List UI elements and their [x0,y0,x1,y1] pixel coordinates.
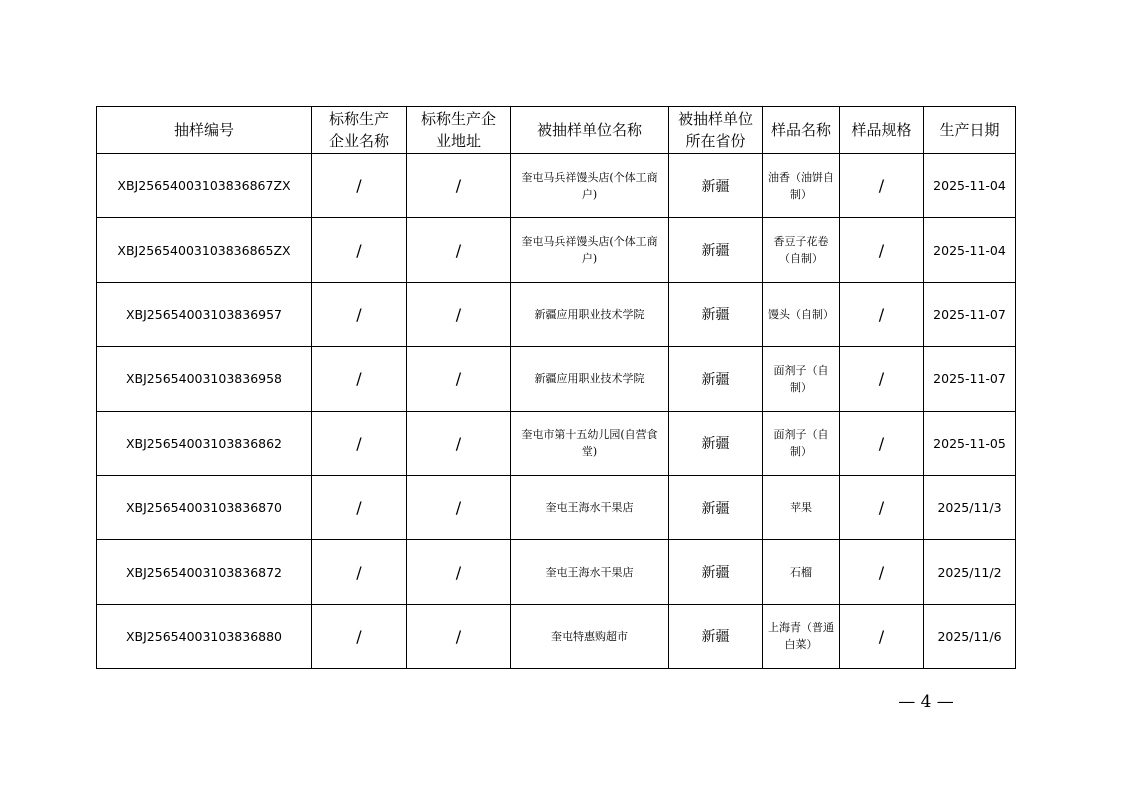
table-row [97,540,1016,604]
sampling-results-table [96,106,1016,669]
table-row [97,282,1016,346]
cell-production-date: 2025-11-05 [924,411,1016,475]
header-manufacturer-name: 标称生产企业名称 [312,107,407,154]
cell-province: 新疆 [669,218,763,282]
table-row [97,475,1016,539]
cell-province: 新疆 [669,540,763,604]
cell-production-date: 2025-11-07 [924,282,1016,346]
cell-sample-name: 油香（油饼自制） [763,154,840,218]
cell-sampled-unit-name: 奎屯马兵祥馒头店(个体工商户) [511,218,669,282]
cell-production-date: 2025/11/2 [924,540,1016,604]
cell-manufacturer-name: / [312,347,407,411]
header-sampled-unit-province: 被抽样单位所在省份 [669,107,763,154]
table-row [97,218,1016,282]
cell-province: 新疆 [669,282,763,346]
header-sample-name: 样品名称 [763,107,840,154]
cell-sample-code: XBJ25654003103836880 [97,604,312,668]
cell-production-date: 2025-11-04 [924,218,1016,282]
cell-sampled-unit-name: 奎屯王海水干果店 [511,475,669,539]
cell-province: 新疆 [669,154,763,218]
cell-sample-code: XBJ25654003103836870 [97,475,312,539]
cell-manufacturer-address: / [407,218,511,282]
header-production-date: 生产日期 [924,107,1016,154]
cell-sample-name: 面剂子（自制） [763,411,840,475]
table-row [97,347,1016,411]
cell-sample-code: XBJ25654003103836872 [97,540,312,604]
cell-province: 新疆 [669,475,763,539]
cell-production-date: 2025-11-04 [924,154,1016,218]
cell-production-date: 2025/11/6 [924,604,1016,668]
table-header-row [97,107,1016,154]
cell-sample-name: 苹果 [763,475,840,539]
header-sampled-unit-name: 被抽样单位名称 [511,107,669,154]
cell-sample-spec: / [840,475,924,539]
cell-province: 新疆 [669,347,763,411]
cell-manufacturer-name: / [312,218,407,282]
cell-sample-spec: / [840,604,924,668]
cell-manufacturer-address: / [407,411,511,475]
cell-sampled-unit-name: 新疆应用职业技术学院 [511,347,669,411]
cell-sampled-unit-name: 奎屯马兵祥馒头店(个体工商户) [511,154,669,218]
cell-manufacturer-name: / [312,282,407,346]
cell-province: 新疆 [669,604,763,668]
cell-manufacturer-address: / [407,475,511,539]
cell-sampled-unit-name: 奎屯王海水干果店 [511,540,669,604]
cell-sample-name: 上海青（普通白菜） [763,604,840,668]
cell-sample-spec: / [840,540,924,604]
header-manufacturer-address: 标称生产企业地址 [407,107,511,154]
cell-sample-code: XBJ25654003103836957 [97,282,312,346]
cell-sample-spec: / [840,154,924,218]
cell-sample-code: XBJ25654003103836865ZX [97,218,312,282]
cell-manufacturer-address: / [407,154,511,218]
cell-province: 新疆 [669,411,763,475]
cell-production-date: 2025/11/3 [924,475,1016,539]
cell-manufacturer-name: / [312,411,407,475]
cell-sample-name: 馒头（自制） [763,282,840,346]
cell-manufacturer-name: / [312,540,407,604]
table-row [97,604,1016,668]
cell-manufacturer-name: / [312,154,407,218]
cell-sampled-unit-name: 新疆应用职业技术学院 [511,282,669,346]
cell-sample-spec: / [840,411,924,475]
cell-sampled-unit-name: 奎屯特惠购超市 [511,604,669,668]
cell-manufacturer-name: / [312,475,407,539]
table-row [97,154,1016,218]
cell-sample-spec: / [840,282,924,346]
cell-manufacturer-name: / [312,604,407,668]
cell-sample-code: XBJ25654003103836862 [97,411,312,475]
cell-production-date: 2025-11-07 [924,347,1016,411]
header-sample-code: 抽样编号 [97,107,312,154]
cell-manufacturer-address: / [407,347,511,411]
cell-sample-name: 面剂子（自制） [763,347,840,411]
cell-manufacturer-address: / [407,282,511,346]
cell-sample-code: XBJ25654003103836867ZX [97,154,312,218]
header-sample-spec: 样品规格 [840,107,924,154]
cell-manufacturer-address: / [407,540,511,604]
table-row [97,411,1016,475]
cell-sample-spec: / [840,218,924,282]
cell-manufacturer-address: / [407,604,511,668]
cell-sampled-unit-name: 奎屯市第十五幼儿园(自营食堂) [511,411,669,475]
cell-sample-code: XBJ25654003103836958 [97,347,312,411]
cell-sample-name: 香豆子花卷（自制） [763,218,840,282]
cell-sample-spec: / [840,347,924,411]
cell-sample-name: 石榴 [763,540,840,604]
page-number: — 4 — [898,692,954,712]
